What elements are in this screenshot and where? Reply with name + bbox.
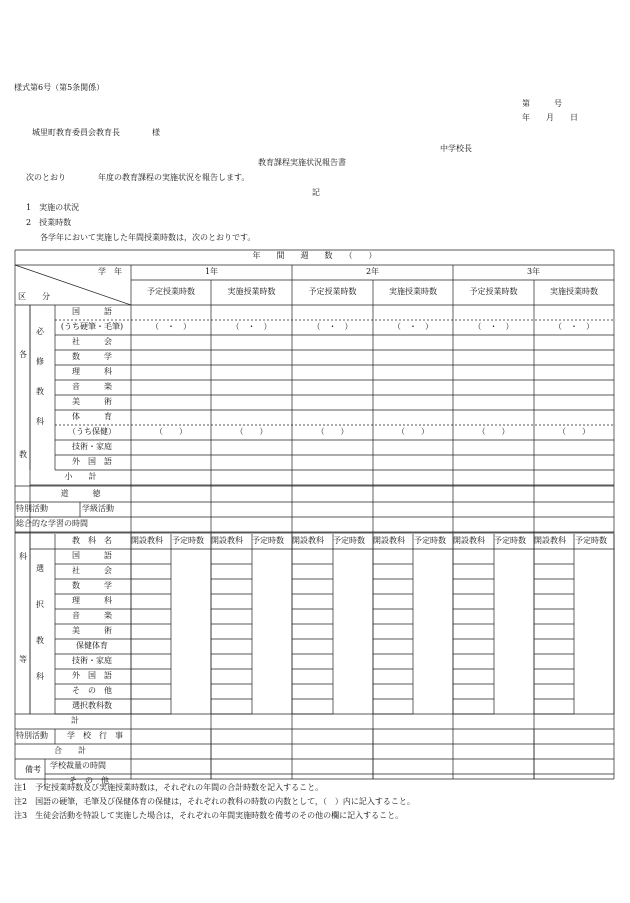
col-plan-3: 予定時数 xyxy=(414,536,446,545)
elective-subject-0: 国 語 xyxy=(72,551,112,560)
col-header-3: 実施授業時数 xyxy=(389,287,437,296)
required-side-3: 科 xyxy=(36,417,44,426)
note-1: 注1 予定授業時数及び実施授業時数は，それぞれの年間の合計時数を記入すること。 xyxy=(14,783,324,792)
elective-subject-2: 数 学 xyxy=(72,581,112,590)
grade-label-2: 2年 xyxy=(365,267,380,276)
sogo-label: 総合的な学習の時間 xyxy=(16,519,88,528)
section-1: 1 実施の状況 xyxy=(26,203,80,212)
addressee: 城里町教育委員会教育長 様 xyxy=(32,128,160,137)
required-subject-4: 理 科 xyxy=(72,367,112,376)
elective-subject-5: 美 術 xyxy=(72,626,112,635)
paren-empty-0: （ ） xyxy=(155,427,187,436)
elective-side-2: 教 xyxy=(36,636,44,645)
required-side-2: 教 xyxy=(36,387,44,396)
moral-label: 道 徳 xyxy=(60,489,101,498)
col-header-4: 予定授業時数 xyxy=(469,287,518,296)
required-subject-9: 技術・家庭 xyxy=(72,442,112,451)
required-subject-10: 外 国 語 xyxy=(72,457,112,466)
elective-subject-8: 外 国 語 xyxy=(72,671,112,680)
col-plan-0: 予定時数 xyxy=(172,536,204,545)
elective-subject-10: 選択教科数 xyxy=(72,701,112,710)
grade-label-3: 3年 xyxy=(526,267,541,276)
paren-empty-4: （ ） xyxy=(477,427,510,436)
paren-empty-1: （ ） xyxy=(235,427,268,436)
kubun-label: 区 分 xyxy=(18,292,50,301)
paren-dot-2: （ ・ ） xyxy=(312,322,353,331)
sender: 中学校長 xyxy=(440,144,472,153)
side-label-2: 科 xyxy=(19,552,27,561)
document-date: 年 月 日 xyxy=(522,113,578,122)
paren-dot-5: （ ・ ） xyxy=(554,322,594,331)
col-header-1: 実施授業時数 xyxy=(227,287,276,296)
col-open-1: 開設教科 xyxy=(211,536,243,545)
tokkatsu-label: 特別活動 xyxy=(16,504,48,513)
paren-empty-5: （ ） xyxy=(558,427,590,436)
elective-subject-9: そ の 他 xyxy=(72,686,112,695)
required-subject-6: 美 術 xyxy=(72,397,112,406)
elective-subject-3: 理 科 xyxy=(72,596,112,605)
elective-header: 教 科 名 xyxy=(72,536,112,545)
tokkatsu-label-2: 特別活動 xyxy=(16,731,48,740)
gakkyu-label: 学級活動 xyxy=(82,504,114,513)
ki-mark: 記 xyxy=(312,188,320,197)
elective-side-3: 科 xyxy=(36,672,44,681)
col-header-5: 実施授業時数 xyxy=(550,287,598,296)
col-header-0: 予定授業時数 xyxy=(147,287,195,296)
paren-dot-4: （ ・ ） xyxy=(473,322,514,331)
col-open-2: 開設教科 xyxy=(292,536,324,545)
side-label-0: 各 xyxy=(19,350,27,359)
intro-text: 次のとおり 年度の教育課程の実施状況を報告します。 xyxy=(26,173,250,182)
paren-dot-3: （ ・ ） xyxy=(393,322,433,331)
weeks-header: 年 間 週 数 （ ） xyxy=(252,251,377,260)
side-label-3: 等 xyxy=(19,655,27,664)
required-subject-3: 数 学 xyxy=(72,352,112,361)
note-3: 注3 生徒会活動を特設して実施した場合は，それぞれの年間実施時数を備考のその他の欄に記入すること。 xyxy=(14,811,404,820)
col-plan-2: 予定時数 xyxy=(333,536,365,545)
grade-label-1: 1年 xyxy=(204,267,219,276)
section-2: 2 授業時数 xyxy=(26,218,72,227)
required-subject-2: 社 会 xyxy=(72,337,112,346)
required-side-1: 修 xyxy=(36,357,44,366)
required-side-0: 必 xyxy=(36,327,44,336)
required-subject-7: 体 育 xyxy=(72,412,112,421)
biko-label: 備考 xyxy=(25,765,41,774)
required-subject-8: （うち保健） xyxy=(68,427,116,436)
sonota-label: そ の 他 xyxy=(69,776,109,785)
elective-subject-6: 保健体育 xyxy=(76,641,108,650)
col-plan-5: 予定時数 xyxy=(575,536,607,545)
col-open-0: 開設教科 xyxy=(131,536,163,545)
paren-empty-3: （ ） xyxy=(397,427,429,436)
col-header-2: 予定授業時数 xyxy=(308,287,357,296)
col-open-4: 開設教科 xyxy=(453,536,485,545)
col-open-5: 開設教科 xyxy=(534,536,566,545)
elective-subject-1: 社 会 xyxy=(72,566,112,575)
side-label-1: 教 xyxy=(19,450,27,459)
kei-label: 計 xyxy=(71,716,79,725)
col-plan-4: 予定時数 xyxy=(494,536,526,545)
note-2: 注2 国語の硬筆，毛筆及び保健体育の保健は，それぞれの教科の時数の内数として，（ ）内に記入すること。 xyxy=(14,797,415,806)
paren-dot-0: （ ・ ） xyxy=(151,322,191,331)
gakunen-label: 学 年 xyxy=(98,267,122,276)
elective-side-1: 択 xyxy=(36,600,44,609)
gakko-gyoji-label: 学 校 行 事 xyxy=(67,731,123,740)
required-subject-0: 国 語 xyxy=(72,307,112,316)
document-title: 教育課程実施状況報告書 xyxy=(258,158,346,167)
col-plan-1: 予定時数 xyxy=(252,536,284,545)
elective-subject-4: 音 楽 xyxy=(72,611,112,620)
paren-dot-1: （ ・ ） xyxy=(231,322,272,331)
elective-side-0: 選 xyxy=(36,564,44,573)
col-open-3: 開設教科 xyxy=(373,536,405,545)
section-2-desc: 各学年において実施した年間授業時数は，次のとおりです。 xyxy=(40,233,256,242)
elective-subject-7: 技術・家庭 xyxy=(72,656,112,665)
gokei-label: 合 計 xyxy=(54,746,86,755)
required-subject-1: (うち硬筆・毛筆) xyxy=(60,322,124,331)
sairyo-label: 学校裁量の時間 xyxy=(50,761,106,770)
subtotal-label: 小 計 xyxy=(64,472,97,481)
paren-empty-2: （ ） xyxy=(316,427,349,436)
document-number: 第 号 xyxy=(522,99,562,108)
required-subject-5: 音 楽 xyxy=(72,382,112,391)
form-number: 様式第6号（第5条関係） xyxy=(14,83,105,92)
